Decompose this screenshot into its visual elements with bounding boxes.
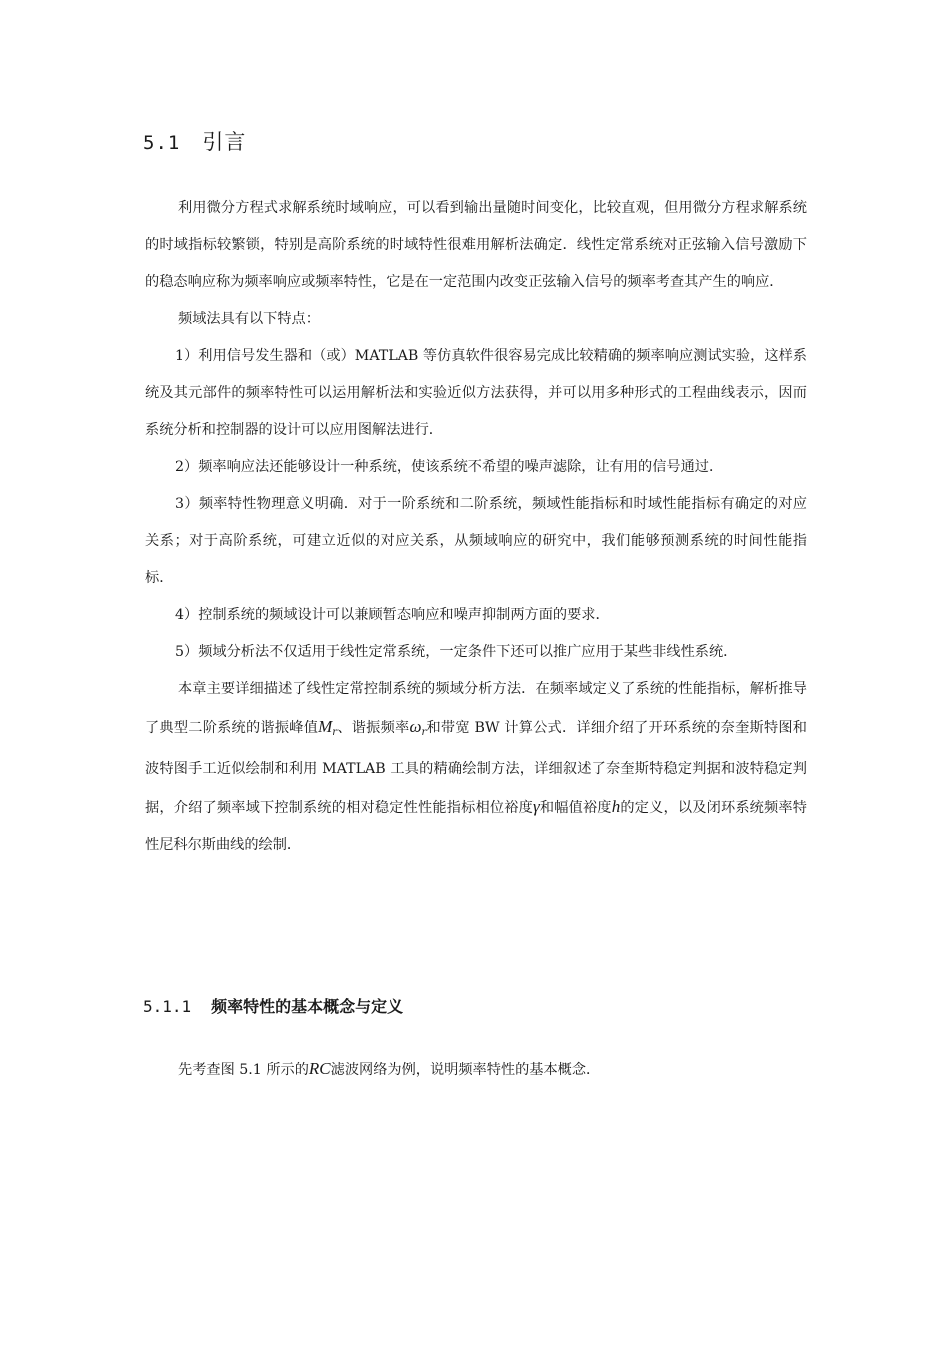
paragraph-features-lead: 频域法具有以下特点： [178,311,320,327]
section-number: 5.1 [143,132,181,154]
summary-text-e: 的定义，以及闭环系统频率特性尼科尔斯曲线的绘制． [145,800,807,853]
symbol-omega: ω [409,717,422,736]
summary-text-b: 、谐振频率 [337,720,410,736]
subscript-r: r [332,727,338,738]
section-title: 引言 [202,130,247,154]
subsection-title: 频率特性的基本概念与定义 [211,997,404,1016]
section-body [145,190,807,864]
list-item-4: 4）控制系统的频域设计可以兼顾暂态响应和噪声抑制两方面的要求． [175,607,610,623]
rc-text-b: 滤波网络为例，说明频率特性的基本概念． [330,1062,601,1078]
rc-text-a: 先考查图 5.1 所示的 [178,1062,309,1078]
paragraph-rc-intro [145,1050,807,1089]
summary-text-d: 和幅值裕度 [539,800,612,816]
section-heading [143,126,246,156]
paragraph-intro: 利用微分方程式求解系统时域响应，可以看到输出量随时间变化，比较直观，但用微分方程求解系统的时域指标较繁锁，特别是高阶系统的时域特性很难用解析法确定．线性定常系统对正弦输入信号激励下的稳态响应称为频率响应或频率特性，它是在一定范围内改变正弦输入信号的频率考查其产生的响应． [145,200,807,290]
summary-text-a: 本章主要详细描述了线性定常控制系统的频域分析方法．在频率域定义了系统的性能指标，解析推导了典型二阶系统的谐振峰值 [145,681,807,736]
symbol-gamma: γ [532,797,540,816]
paragraph-chapter-summary [145,671,807,864]
summary-text-c: 和带宽 BW 计算公式．详细介绍了开环系统的奈奎斯特图和波特图手工近似绘制和利用 MATLAB 工具的精确绘制方法，详细叙述了奈奎斯特稳定判据和波特稳定判据，介绍了频率域下控制系统的相对稳定性性能指标相位裕度 [145,720,807,816]
subsection-heading [143,994,403,1017]
list-item-2: 2）频率响应法还能够设计一种系统，使该系统不希望的噪声滤除，让有用的信号通过． [175,459,724,475]
symbol-M: M [318,717,333,736]
list-item-3: 3）频率特性物理意义明确．对于一阶系统和二阶系统，频域性能指标和时域性能指标有确定的对应关系；对于高阶系统，可建立近似的对应关系，从频域响应的研究中，我们能够预测系统的时间性能指标． [145,496,807,586]
symbol-h: h [611,797,621,816]
subscript-r: r [421,727,427,738]
list-item-1: 1）利用信号发生器和（或）MATLAB 等仿真软件很容易完成比较精确的频率响应测试实验，这样系统及其元部件的频率特性可以运用解析法和实验近似方法获得，并可以用多种形式的工程曲线表示，因而系统分析和控制器的设计可以应用图解法进行． [145,348,807,438]
symbol-RC: RC [308,1059,331,1078]
list-item-5: 5）频域分析法不仅适用于线性定常系统，一定条件下还可以推广应用于某些非线性系统． [175,644,738,660]
subsection-number: 5.1.1 [143,997,192,1016]
